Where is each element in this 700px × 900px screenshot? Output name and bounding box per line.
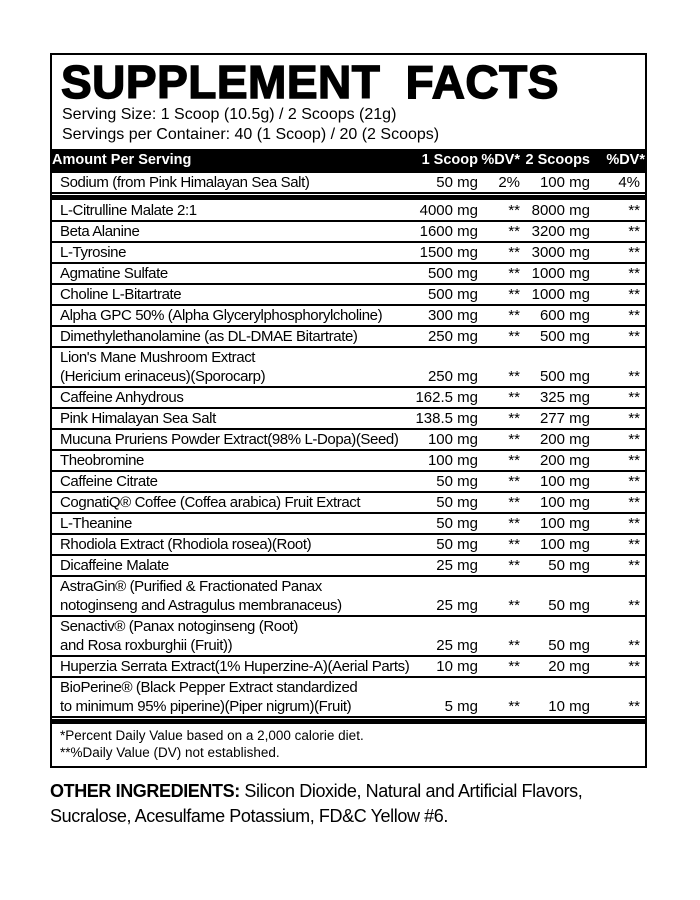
ingredient-row (52, 577, 645, 617)
supplement-facts-panel (50, 53, 647, 768)
ingredient-name: Alpha GPC 50% (Alpha Glycerylphosphorylcholine) (60, 307, 383, 324)
ingredient-name-cell (52, 327, 404, 348)
amount-2-scoops: 325 mg (520, 388, 590, 409)
amount-2-scoops: 8000 mg (520, 201, 590, 222)
amount-2-scoops: 50 mg (520, 617, 590, 657)
ingredient-name: Caffeine Anhydrous (60, 389, 184, 406)
ingredient-row (52, 264, 645, 285)
amount-1-scoop: 500 mg (404, 285, 478, 306)
ingredient-name: Sodium (from Pink Himalayan Sea Salt) (60, 174, 310, 191)
ingredient-row (52, 306, 645, 327)
ingredient-name-cell (52, 617, 404, 657)
ingredient-name-cell (52, 388, 404, 409)
amount-2-scoops: 200 mg (520, 430, 590, 451)
ingredient-name: Huperzia Serrata Extract(1% Huperzine-A)(Aerial Parts) (60, 658, 410, 675)
header-dv-1: %DV* (478, 149, 520, 173)
ingredient-name: Dicaffeine Malate (60, 557, 169, 574)
other-ingredients-text: Silicon Dioxide, Natural and Artificial Flavors, Sucralose, Acesulfame Potassium, FD&C Yellow #6. (50, 781, 583, 826)
amount-2-scoops: 100 mg (520, 173, 590, 194)
ingredient-name-line2: and Rosa roxburghii (Fruit)) (60, 637, 233, 654)
ingredient-name-cell (52, 348, 404, 388)
ingredient-name: Lion's Mane Mushroom Extract (60, 349, 256, 366)
ingredient-name: AstraGin® (Purified & Fractionated Panax (60, 578, 322, 595)
dv-1-scoop: ** (478, 264, 520, 285)
amount-2-scoops: 10 mg (520, 678, 590, 718)
ingredient-row (52, 222, 645, 243)
amount-2-scoops: 1000 mg (520, 285, 590, 306)
ingredient-row (52, 657, 645, 678)
ingredient-row (52, 201, 645, 222)
ingredient-row (52, 327, 645, 348)
amount-2-scoops: 100 mg (520, 493, 590, 514)
amount-1-scoop: 50 mg (404, 493, 478, 514)
amount-2-scoops: 500 mg (520, 327, 590, 348)
ingredient-name: Pink Himalayan Sea Salt (60, 410, 216, 427)
ingredient-name: Rhodiola Extract (Rhodiola rosea)(Root) (60, 536, 312, 553)
dv-1-scoop: ** (478, 243, 520, 264)
ingredient-name-cell (52, 264, 404, 285)
dv-1-scoop: ** (478, 201, 520, 222)
footnote-percent-dv: *Percent Daily Value based on a 2,000 calorie diet. (60, 728, 364, 743)
ingredient-name-cell (52, 535, 404, 556)
dv-1-scoop: ** (478, 514, 520, 535)
dv-2-scoops: ** (590, 285, 645, 306)
dv-2-scoops: ** (590, 617, 645, 657)
ingredient-row (52, 451, 645, 472)
header-1-scoop: 1 Scoop (404, 149, 478, 173)
panel-title: SUPPLEMENT FACTS (61, 56, 559, 108)
amount-2-scoops: 500 mg (520, 348, 590, 388)
amount-2-scoops: 600 mg (520, 306, 590, 327)
dv-2-scoops: ** (590, 264, 645, 285)
ingredients-table (52, 149, 645, 718)
dv-2-scoops: ** (590, 657, 645, 678)
dv-1-scoop: ** (478, 409, 520, 430)
ingredient-row (52, 514, 645, 535)
ingredient-name: Beta Alanine (60, 223, 140, 240)
dv-1-scoop: ** (478, 493, 520, 514)
amount-2-scoops: 3200 mg (520, 222, 590, 243)
footnotes (52, 725, 645, 766)
ingredient-name-cell (52, 451, 404, 472)
amount-2-scoops: 277 mg (520, 409, 590, 430)
amount-2-scoops: 1000 mg (520, 264, 590, 285)
dv-2-scoops: ** (590, 409, 645, 430)
amount-2-scoops: 20 mg (520, 657, 590, 678)
dv-1-scoop: ** (478, 451, 520, 472)
ingredient-name-line2: (Hericium erinaceus)(Sporocarp) (60, 368, 266, 385)
amount-1-scoop: 1500 mg (404, 243, 478, 264)
dv-2-scoops: ** (590, 472, 645, 493)
ingredient-name-cell (52, 472, 404, 493)
table-header-row (52, 149, 645, 173)
ingredient-name-line2: to minimum 95% piperine)(Piper nigrum)(Fruit) (60, 698, 352, 715)
ingredient-name: Theobromine (60, 452, 144, 469)
dv-1-scoop: ** (478, 327, 520, 348)
amount-2-scoops: 200 mg (520, 451, 590, 472)
dv-1-scoop: ** (478, 556, 520, 577)
amount-1-scoop: 100 mg (404, 451, 478, 472)
dv-2-scoops: ** (590, 577, 645, 617)
dv-1-scoop: ** (478, 657, 520, 678)
amount-1-scoop: 5 mg (404, 678, 478, 718)
ingredient-name: L-Theanine (60, 515, 132, 532)
ingredient-row (52, 348, 645, 388)
amount-1-scoop: 300 mg (404, 306, 478, 327)
ingredient-row (52, 556, 645, 577)
sodium-name-cell (52, 173, 404, 194)
dv-1-scoop: ** (478, 472, 520, 493)
ingredient-name-cell (52, 514, 404, 535)
ingredient-name-cell (52, 556, 404, 577)
ingredient-name: BioPerine® (Black Pepper Extract standardized (60, 679, 358, 696)
amount-1-scoop: 1600 mg (404, 222, 478, 243)
ingredient-name: Dimethylethanolamine (as DL-DMAE Bitartrate) (60, 328, 358, 345)
dv-2-scoops: ** (590, 430, 645, 451)
dv-2-scoops: ** (590, 222, 645, 243)
amount-1-scoop: 25 mg (404, 577, 478, 617)
header-dv-2: %DV* (590, 149, 645, 173)
dv-2-scoops: ** (590, 348, 645, 388)
amount-1-scoop: 10 mg (404, 657, 478, 678)
amount-1-scoop: 50 mg (404, 472, 478, 493)
ingredient-name-cell (52, 222, 404, 243)
amount-1-scoop: 162.5 mg (404, 388, 478, 409)
dv-1-scoop: ** (478, 285, 520, 306)
dv-1-scoop: ** (478, 388, 520, 409)
dv-1-scoop: ** (478, 306, 520, 327)
ingredient-name-cell (52, 577, 404, 617)
ingredient-name: Choline L-Bitartrate (60, 286, 182, 303)
ingredient-name: Agmatine Sulfate (60, 265, 168, 282)
ingredient-name: Senactiv® (Panax notoginseng (Root) (60, 618, 299, 635)
ingredient-name-cell (52, 201, 404, 222)
ingredient-name-line2: notoginseng and Astragulus membranaceus) (60, 597, 342, 614)
other-ingredients (50, 779, 666, 829)
footnote-divider-bar (52, 718, 645, 725)
ingredient-row (52, 430, 645, 451)
dv-2-scoops: ** (590, 306, 645, 327)
amount-2-scoops: 100 mg (520, 472, 590, 493)
ingredient-row (52, 388, 645, 409)
dv-1-scoop: 2% (478, 173, 520, 194)
amount-1-scoop: 25 mg (404, 617, 478, 657)
ingredient-row (52, 678, 645, 718)
ingredient-row (52, 409, 645, 430)
dv-2-scoops: ** (590, 678, 645, 718)
dv-2-scoops: ** (590, 451, 645, 472)
ingredient-row (52, 472, 645, 493)
header-2-scoops: 2 Scoops (520, 149, 590, 173)
ingredient-name-cell (52, 285, 404, 306)
dv-1-scoop: ** (478, 222, 520, 243)
amount-2-scoops: 50 mg (520, 577, 590, 617)
ingredient-name-cell (52, 306, 404, 327)
dv-2-scoops: ** (590, 514, 645, 535)
section-divider-bar (52, 194, 645, 201)
amount-2-scoops: 100 mg (520, 535, 590, 556)
ingredient-name: L-Citrulline Malate 2:1 (60, 202, 197, 219)
ingredient-row (52, 617, 645, 657)
amount-1-scoop: 25 mg (404, 556, 478, 577)
ingredient-row (52, 285, 645, 306)
serving-size-line: Serving Size: 1 Scoop (10.5g) / 2 Scoops (21g) (62, 106, 397, 123)
dv-1-scoop: ** (478, 535, 520, 556)
ingredient-name: Caffeine Citrate (60, 473, 158, 490)
amount-1-scoop: 50 mg (404, 173, 478, 194)
dv-1-scoop: ** (478, 678, 520, 718)
other-ingredients-label: OTHER INGREDIENTS: (50, 781, 240, 801)
amount-2-scoops: 100 mg (520, 514, 590, 535)
footnote-dv-not-established: **%Daily Value (DV) not established. (60, 744, 280, 760)
ingredient-row (52, 535, 645, 556)
amount-1-scoop: 250 mg (404, 348, 478, 388)
ingredient-name: Mucuna Pruriens Powder Extract(98% L-Dopa)(Seed) (60, 431, 399, 448)
amount-1-scoop: 50 mg (404, 535, 478, 556)
ingredient-name-cell (52, 243, 404, 264)
header-amount-per-serving: Amount Per Serving (52, 149, 404, 173)
amount-1-scoop: 250 mg (404, 327, 478, 348)
dv-2-scoops: ** (590, 201, 645, 222)
dv-2-scoops: ** (590, 388, 645, 409)
amount-1-scoop: 500 mg (404, 264, 478, 285)
amount-1-scoop: 138.5 mg (404, 409, 478, 430)
dv-2-scoops: ** (590, 243, 645, 264)
ingredient-name: CognatiQ® Coffee (Coffea arabica) Fruit Extract (60, 494, 361, 511)
amount-1-scoop: 100 mg (404, 430, 478, 451)
ingredient-row (52, 243, 645, 264)
ingredient-name-cell (52, 409, 404, 430)
amount-1-scoop: 4000 mg (404, 201, 478, 222)
divider-bar-fill (52, 194, 645, 201)
amount-1-scoop: 50 mg (404, 514, 478, 535)
ingredient-name-cell (52, 678, 404, 718)
dv-1-scoop: ** (478, 617, 520, 657)
dv-2-scoops: ** (590, 327, 645, 348)
ingredient-name-cell (52, 657, 410, 678)
dv-1-scoop: ** (478, 577, 520, 617)
amount-2-scoops: 50 mg (520, 556, 590, 577)
servings-per-container-line: Servings per Container: 40 (1 Scoop) / 20 (2 Scoops) (62, 126, 440, 143)
amount-2-scoops: 3000 mg (520, 243, 590, 264)
sodium-row (52, 173, 645, 194)
dv-2-scoops: 4% (590, 173, 645, 194)
ingredient-name-cell (52, 430, 404, 451)
ingredient-row (52, 493, 645, 514)
dv-1-scoop: ** (478, 348, 520, 388)
dv-1-scoop: ** (478, 430, 520, 451)
ingredient-name-cell (52, 493, 404, 514)
ingredient-name: L-Tyrosine (60, 244, 127, 261)
dv-2-scoops: ** (590, 493, 645, 514)
dv-2-scoops: ** (590, 556, 645, 577)
dv-2-scoops: ** (590, 535, 645, 556)
